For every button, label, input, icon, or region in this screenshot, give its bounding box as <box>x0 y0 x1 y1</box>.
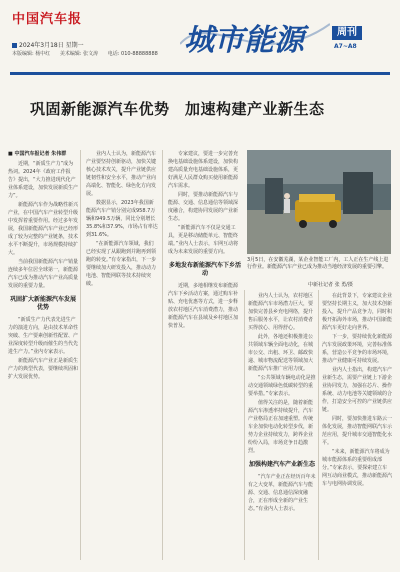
paper-name: 中国汽车报 <box>12 12 83 27</box>
paragraph: 近期，多地相继发布新能源汽车下乡活动方案，通过购车补贴、充电优惠等方式，进一步释放农村地区汽车消费潜力，推动新能源汽车在县域及乡村地区加快普及。 <box>168 283 239 329</box>
paragraph: 数据显示，2023年我国新能源汽车产销分别完成958.7万辆和949.5万辆，同比分别增长35.8%和37.9%，市场占有率达到31.6%。 <box>86 200 158 238</box>
paragraph: 新能源汽车产业正是新质生产力的典型代表，要继续巩固和扩大发展优势。 <box>8 358 78 380</box>
photo-machine <box>343 172 373 214</box>
paragraph: 值得关注的是，随着新能源汽车渗透率持续提升，汽车产业格局正在加速重塑。传统车企加快电动化转型步伐，新势力企业持续发力，跨界企业纷纷入局，市场竞争日趋激烈。 <box>248 400 314 454</box>
paragraph: 在此背景下，专家建议企业要坚持长期主义，加大技术创新投入，提升产品竞争力，同时积极开拓海外市场，推动中国新能源汽车更好走向世界。 <box>322 293 392 331</box>
paragraph: “公共领域车辆电动化是推动交通领域绿色低碳转型的重要举措。”专家表示。 <box>248 375 316 397</box>
phone: 电话: 010-88888888 <box>107 51 158 57</box>
paragraph: 同时，要推动新能源汽车与能源、交通、信息通信等领域深度融合，构建协同发展的产业新生态。 <box>168 192 239 222</box>
column-4 <box>248 292 316 562</box>
column-divider <box>80 150 81 560</box>
paragraph: 下一步，要持续优化新能源汽车发展政策环境，完善标准体系，营造公平竞争的市场环境，推动产业健康可持续发展。 <box>322 334 392 364</box>
square-icon <box>12 43 17 48</box>
photo-machine <box>265 178 283 214</box>
photo-vehicle-top <box>299 194 335 202</box>
news-photo <box>247 150 391 254</box>
photo-credit: 中新社记者 张 勇/摄 <box>308 282 353 288</box>
paragraph: 专家建议，要进一步完善充换电基础设施体系建设，加快构建高质量充电基础设施体系，更好满足人民群众购买使用新能源汽车需求。 <box>168 151 239 189</box>
section-title-art <box>180 14 330 58</box>
photo-vehicle <box>295 200 341 222</box>
editor: 本版编辑: 杨中红 <box>12 51 51 57</box>
section-title: 城市能源 <box>184 23 304 58</box>
page-code: A7~A8 <box>334 43 357 50</box>
column-divider <box>244 290 245 560</box>
photo-worker-body <box>284 199 290 213</box>
column-1 <box>8 150 78 562</box>
photo-wheel <box>299 220 307 228</box>
paragraph: 业内人士指出，构建汽车产业新生态，需要产业链上下游企业协同发力，加强在芯片、操作系统、动力电池等关键领域的合作，打造安全可控的产业链供应链。 <box>322 367 392 413</box>
edition-info <box>12 50 166 57</box>
factory-photo <box>247 150 391 254</box>
subheading: 巩固扩大新能源汽车发展优势 <box>9 296 76 311</box>
paragraph: 业内人士认为，农村地区新能源汽车市场潜力巨大，要加快完善县乡充电网络，提升售后服务水平，让农村消费者买得放心、用得舒心。 <box>248 293 314 331</box>
column-3 <box>168 150 242 562</box>
paragraph: “汽车产业正在经历百年未有之大变革，新能源汽车与能源、交通、信息通信深度融合，正在形成全新的产业生态。”有业内人士表示。 <box>248 474 316 512</box>
photo-wheel <box>329 220 337 228</box>
paragraph: “在新能源汽车领域，我们已经实现了从跟跑到并跑再到领跑的转变。”有专家指出，下一步要继续加大研发投入，推动动力电池、智能网联等技术持续突破。 <box>86 241 157 287</box>
photo-caption: 3月5日，在安徽芜湖，某企业智能工厂内，工人正在生产线上进行作业。新能源汽车产业已成为推动当地经济发展的重要引擎。 <box>247 257 389 270</box>
paragraph: 当前我国新能源汽车产销量连续多年位居全球第一，新能源汽车已成为推动汽车产业高质量发展的重要力量。 <box>8 259 78 289</box>
art-editor: 美术编辑: 张文涛 <box>59 51 99 57</box>
paragraph: 此外，各地还积极推进公共领域车辆全面电动化，在城市公交、出租、环卫、邮政快递、城市物流配送等领域加大新能源汽车推广应用力度。 <box>248 334 314 372</box>
paragraph: 同时，要加快推进车路云一体化发展，推动智能网联汽车示范应用，提升城市交通智能化水平。 <box>322 416 392 446</box>
paragraph: 业内人士认为，新能源汽车产业要坚持创新驱动，加快关键核心技术攻关，提升产业链供应链韧性和安全水平，推动产业向高端化、智能化、绿色化方向发展。 <box>86 151 157 197</box>
subheading: 加强构建汽车产业新生态 <box>248 461 315 468</box>
headline: 巩固新能源汽车优势 加速构建产业新生态 <box>30 100 325 118</box>
column-2 <box>86 150 158 562</box>
date-text: 2024年3月18日 星期一 <box>19 42 84 49</box>
masthead <box>0 0 400 76</box>
column-divider <box>318 290 319 560</box>
column-divider <box>162 150 163 560</box>
paragraph: “新质生产力代表先进生产力的演进方向，是由技术革命性突破、生产要素创新性配置、产业深度转型升级而催生的当代先进生产力。”业内专家表示。 <box>8 317 78 355</box>
column-5 <box>322 292 392 562</box>
masthead-rule <box>10 72 390 75</box>
issue-date <box>12 40 84 49</box>
byline: ■ 中国汽车报记者 朱伟群 <box>8 151 67 157</box>
paragraph: 近期，“新质生产力”成为热词。2024年《政府工作报告》提出，“大力推进现代化产业体系建设，加快发展新质生产力”。 <box>8 161 78 199</box>
paragraph: 新能源汽车作为战略性新兴产业，在中国汽车产业转型升级中发挥着重要作用。经过多年发展，我国新能源汽车产业已经形成了较为完整的产业链条，技术水平不断提升，市场规模持续扩大。 <box>8 202 78 256</box>
paragraph: “未来，新能源汽车将成为城市能源体系的重要组成部分。”专家表示，要探索建立车网互动商业模式，推动新能源汽车与电网协调发展。 <box>322 449 392 487</box>
photo-worker <box>284 193 290 199</box>
subheading: 多地发布新能源汽车下乡活动 <box>168 262 241 277</box>
paragraph: “新能源汽车不仅是交通工具，更是移动储能单元、智能终端。”业内人士表示，车网互动将成为未来发展的重要方向。 <box>168 225 239 255</box>
weekly-badge: 周刊 <box>332 26 362 40</box>
